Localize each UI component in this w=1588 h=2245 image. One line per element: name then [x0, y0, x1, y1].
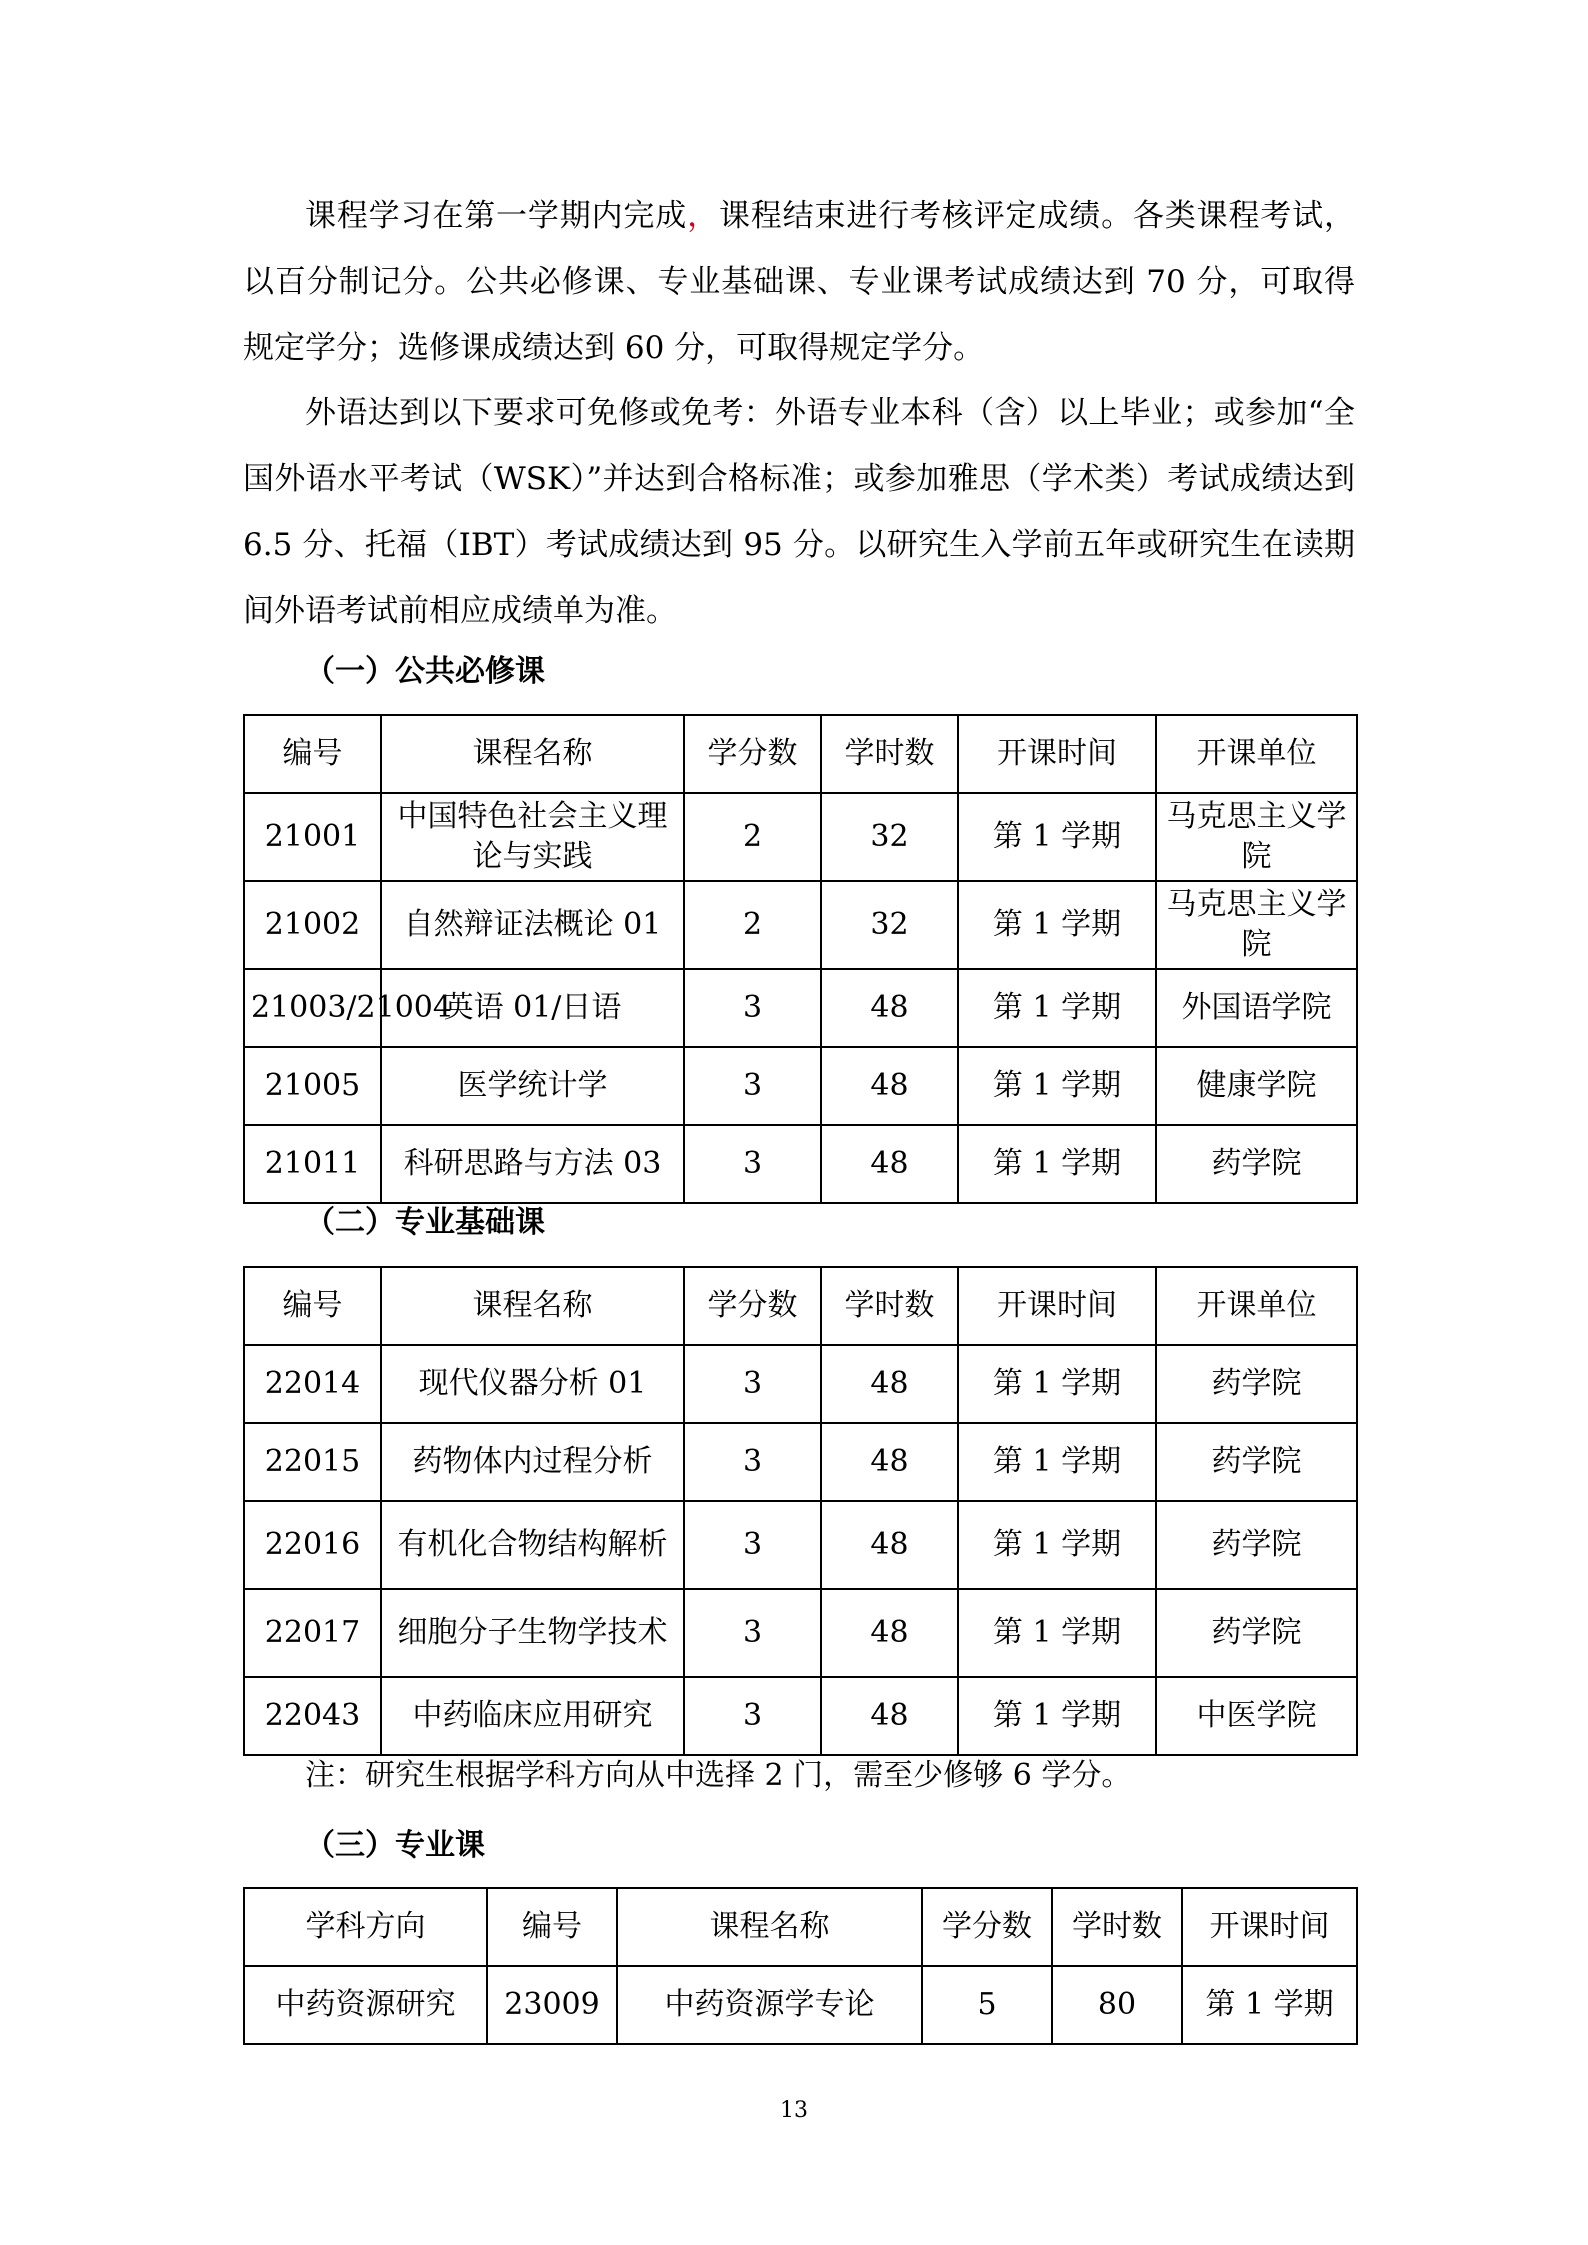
- cell-code: 22016: [244, 1501, 381, 1589]
- cell-hours: 32: [821, 881, 958, 969]
- header-cell: 课程名称: [381, 715, 684, 793]
- cell-course-name: 现代仪器分析 01: [381, 1345, 684, 1423]
- cell-department: 马克思主义学院: [1156, 881, 1357, 969]
- header-cell: 学分数: [922, 1888, 1052, 1966]
- cell-hours: 48: [821, 1677, 958, 1755]
- cell-credits: 3: [684, 1501, 821, 1589]
- table-row: [244, 1501, 1357, 1589]
- cell-department: 中医学院: [1156, 1677, 1357, 1755]
- cell-discipline: 中药资源研究: [244, 1966, 487, 2044]
- cell-code: 22017: [244, 1589, 381, 1677]
- table-public-required: [243, 714, 1358, 1204]
- header-cell: 编号: [487, 1888, 617, 1966]
- cell-hours: 48: [821, 969, 958, 1047]
- cell-credits: 5: [922, 1966, 1052, 2044]
- cell-course-name: 中国特色社会主义理论与实践: [381, 793, 684, 881]
- header-cell: 学时数: [1052, 1888, 1182, 1966]
- cell-credits: 3: [684, 1423, 821, 1501]
- paragraph-assessment: [243, 183, 1355, 381]
- cell-department: 药学院: [1156, 1423, 1357, 1501]
- cell-code: 21002: [244, 881, 381, 969]
- cell-term: 第 1 学期: [958, 1125, 1156, 1203]
- cell-credits: 3: [684, 1047, 821, 1125]
- paragraph-assessment-text-b: 课程结束进行考核评定成绩。各类课程考试，以百分制记分。公共必修课、专业基础课、专业课考试成绩达到 70 分，可取得规定学分；选修课成绩达到 60 分，可取得规定学分。: [243, 198, 1355, 366]
- cell-course-name: 中药资源学专论: [617, 1966, 922, 2044]
- cell-hours: 32: [821, 793, 958, 881]
- header-cell: 编号: [244, 1267, 381, 1345]
- cell-credits: 3: [684, 1345, 821, 1423]
- cell-term: 第 1 学期: [958, 1423, 1156, 1501]
- cell-hours: 48: [821, 1589, 958, 1677]
- header-cell: 学分数: [684, 715, 821, 793]
- cell-course-name: 中药临床应用研究: [381, 1677, 684, 1755]
- cell-hours: 48: [821, 1501, 958, 1589]
- cell-department: 药学院: [1156, 1125, 1357, 1203]
- header-cell: 课程名称: [381, 1267, 684, 1345]
- cell-department: 健康学院: [1156, 1047, 1357, 1125]
- table-row: [244, 1125, 1357, 1203]
- cell-code: 21005: [244, 1047, 381, 1125]
- header-cell: 开课单位: [1156, 715, 1357, 793]
- cell-department: 药学院: [1156, 1345, 1357, 1423]
- paragraph-language-exemption: 外语达到以下要求可免修或免考：外语专业本科（含）以上毕业；或参加“全国外语水平考试（WSK）”并达到合格标准；或参加雅思（学术类）考试成绩达到 6.5 分、托福（IBT）考试成绩达到 95 分。以研究生入学前五年或研究生在读期间外语考试前相应成绩单为准。: [243, 395, 1355, 629]
- table-row: [244, 969, 1357, 1047]
- table-row: [244, 1345, 1357, 1423]
- cell-course-name: 医学统计学: [381, 1047, 684, 1125]
- header-cell: 开课时间: [1182, 1888, 1357, 1966]
- cell-department: 马克思主义学院: [1156, 793, 1357, 881]
- header-cell: 开课时间: [958, 715, 1156, 793]
- header-cell: 开课时间: [958, 1267, 1156, 1345]
- header-cell: 课程名称: [617, 1888, 922, 1966]
- cell-course-name: 药物体内过程分析: [381, 1423, 684, 1501]
- table-note: 注：研究生根据学科方向从中选择 2 门，需至少修够 6 学分。: [305, 1758, 1132, 1793]
- table-row: [244, 881, 1357, 969]
- cell-code: 22043: [244, 1677, 381, 1755]
- cell-code: 21003/21004: [244, 969, 381, 1047]
- cell-course-name: 英语 01/日语: [381, 969, 684, 1047]
- cell-course-name: 科研思路与方法 03: [381, 1125, 684, 1203]
- cell-credits: 2: [684, 881, 821, 969]
- cell-department: 药学院: [1156, 1501, 1357, 1589]
- header-cell: 学时数: [821, 715, 958, 793]
- cell-term: 第 1 学期: [958, 969, 1156, 1047]
- cell-hours: 48: [821, 1125, 958, 1203]
- cell-term: 第 1 学期: [1182, 1966, 1357, 2044]
- table-row: [244, 1966, 1357, 2044]
- cell-code: 21011: [244, 1125, 381, 1203]
- cell-credits: 3: [684, 1677, 821, 1755]
- paragraph-assessment-text-a: 课程学习在第一学期内完成: [305, 198, 688, 234]
- header-cell: 学时数: [821, 1267, 958, 1345]
- section-title-professional-foundation: （二）专业基础课: [305, 1205, 545, 1240]
- table-row: [244, 1423, 1357, 1501]
- table-row: [244, 1677, 1357, 1755]
- cell-department: 外国语学院: [1156, 969, 1357, 1047]
- cell-term: 第 1 学期: [958, 1345, 1156, 1423]
- header-cell: 学科方向: [244, 1888, 487, 1966]
- table-row: [244, 1589, 1357, 1677]
- cell-term: 第 1 学期: [958, 1677, 1156, 1755]
- cell-hours: 48: [821, 1047, 958, 1125]
- cell-credits: 2: [684, 793, 821, 881]
- table-header-row: [244, 715, 1357, 793]
- cell-course-name: 细胞分子生物学技术: [381, 1589, 684, 1677]
- table-row: [244, 793, 1357, 881]
- cell-term: 第 1 学期: [958, 1047, 1156, 1125]
- table-professional-foundation: [243, 1266, 1358, 1756]
- table-row: [244, 1047, 1357, 1125]
- cell-hours: 48: [821, 1345, 958, 1423]
- cell-credits: 3: [684, 1589, 821, 1677]
- header-cell: 学分数: [684, 1267, 821, 1345]
- cell-course-name: 自然辩证法概论 01: [381, 881, 684, 969]
- cell-term: 第 1 学期: [958, 881, 1156, 969]
- cell-code: 22015: [244, 1423, 381, 1501]
- cell-term: 第 1 学期: [958, 1501, 1156, 1589]
- cell-code: 21001: [244, 793, 381, 881]
- section-title-public-required: （一）公共必修课: [305, 654, 545, 689]
- header-cell: 编号: [244, 715, 381, 793]
- cell-credits: 3: [684, 1125, 821, 1203]
- cell-course-name: 有机化合物结构解析: [381, 1501, 684, 1589]
- header-cell: 开课单位: [1156, 1267, 1357, 1345]
- cell-term: 第 1 学期: [958, 793, 1156, 881]
- cell-code: 23009: [487, 1966, 617, 2044]
- paragraph-assessment-red-comma: ，: [687, 198, 719, 234]
- cell-department: 药学院: [1156, 1589, 1357, 1677]
- cell-credits: 3: [684, 969, 821, 1047]
- page-number: 13: [780, 2098, 808, 2123]
- table-header-row: [244, 1267, 1357, 1345]
- cell-term: 第 1 学期: [958, 1589, 1156, 1677]
- table-professional: [243, 1887, 1358, 2045]
- cell-code: 22014: [244, 1345, 381, 1423]
- cell-hours: 80: [1052, 1966, 1182, 2044]
- cell-hours: 48: [821, 1423, 958, 1501]
- table-header-row: [244, 1888, 1357, 1966]
- section-title-professional: （三）专业课: [305, 1828, 485, 1863]
